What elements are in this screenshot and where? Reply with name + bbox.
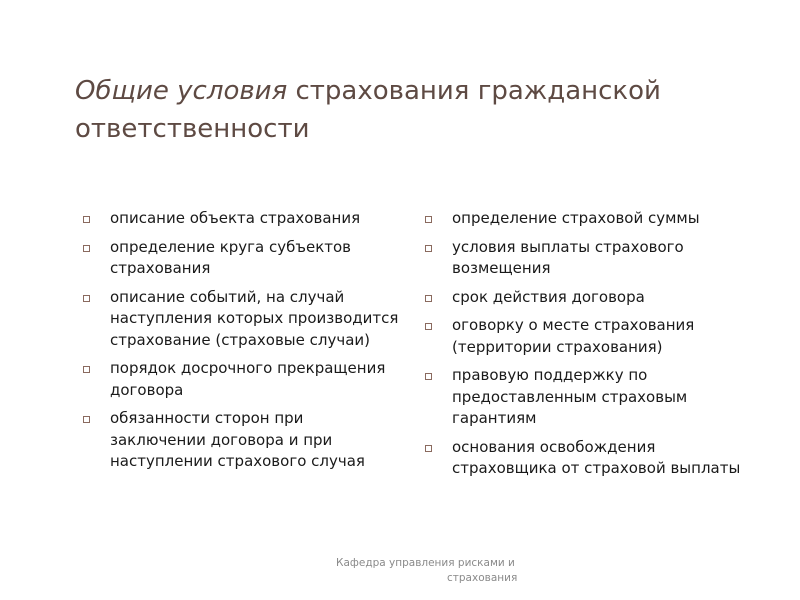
list-item xyxy=(424,315,744,358)
square-bullet-icon xyxy=(425,445,432,452)
square-bullet-icon xyxy=(83,216,90,223)
square-bullet-icon xyxy=(83,416,90,423)
slide-footer xyxy=(300,556,560,586)
list-item xyxy=(424,437,744,480)
list-item xyxy=(424,208,744,230)
list-item xyxy=(82,237,400,280)
list-item-text: условия выплаты страхового возмещения xyxy=(452,237,684,277)
footer-line-1: Кафедра управления рисками и xyxy=(336,557,515,569)
list-item-text: оговорку о месте страхования (территории страхования) xyxy=(452,316,695,356)
list-item xyxy=(82,208,400,230)
list-item-text: срок действия договора xyxy=(452,287,645,306)
title-rest: страхования гражданской ответственности xyxy=(75,76,661,144)
list-item xyxy=(424,365,744,430)
title-emphasis: Общие условия xyxy=(75,76,288,106)
slide-title xyxy=(75,72,755,148)
square-bullet-icon xyxy=(83,295,90,302)
list-item-text: обязанности сторон при заключении договора и при наступлении страхового случая xyxy=(110,409,365,470)
square-bullet-icon xyxy=(425,323,432,330)
left-bullet-list xyxy=(82,208,400,480)
list-item xyxy=(424,287,744,309)
list-item-text: определение круга субъектов страхования xyxy=(110,237,352,277)
right-bullet-list xyxy=(424,208,744,487)
list-item-text: описание событий, на случай наступления которых производится страхование (страховые случаи) xyxy=(110,287,399,349)
square-bullet-icon xyxy=(425,245,432,252)
list-item xyxy=(424,237,744,280)
list-item-text: порядок досрочного прекращения договора xyxy=(110,359,386,399)
list-item xyxy=(82,408,400,473)
square-bullet-icon xyxy=(425,295,432,302)
list-item-text: правовую поддержку по предоставленным страховым гарантиям xyxy=(452,366,688,427)
list-item xyxy=(82,358,400,401)
square-bullet-icon xyxy=(83,245,90,252)
square-bullet-icon xyxy=(83,366,90,373)
list-item xyxy=(82,287,400,352)
footer-line-2: страхования xyxy=(447,572,518,584)
list-item-text: описание объекта страхования xyxy=(110,209,361,227)
list-item-text: определение страховой суммы xyxy=(452,209,700,227)
square-bullet-icon xyxy=(425,216,432,223)
square-bullet-icon xyxy=(425,373,432,380)
list-item-text: основания освобождения страховщика от страховой выплаты xyxy=(452,437,741,477)
